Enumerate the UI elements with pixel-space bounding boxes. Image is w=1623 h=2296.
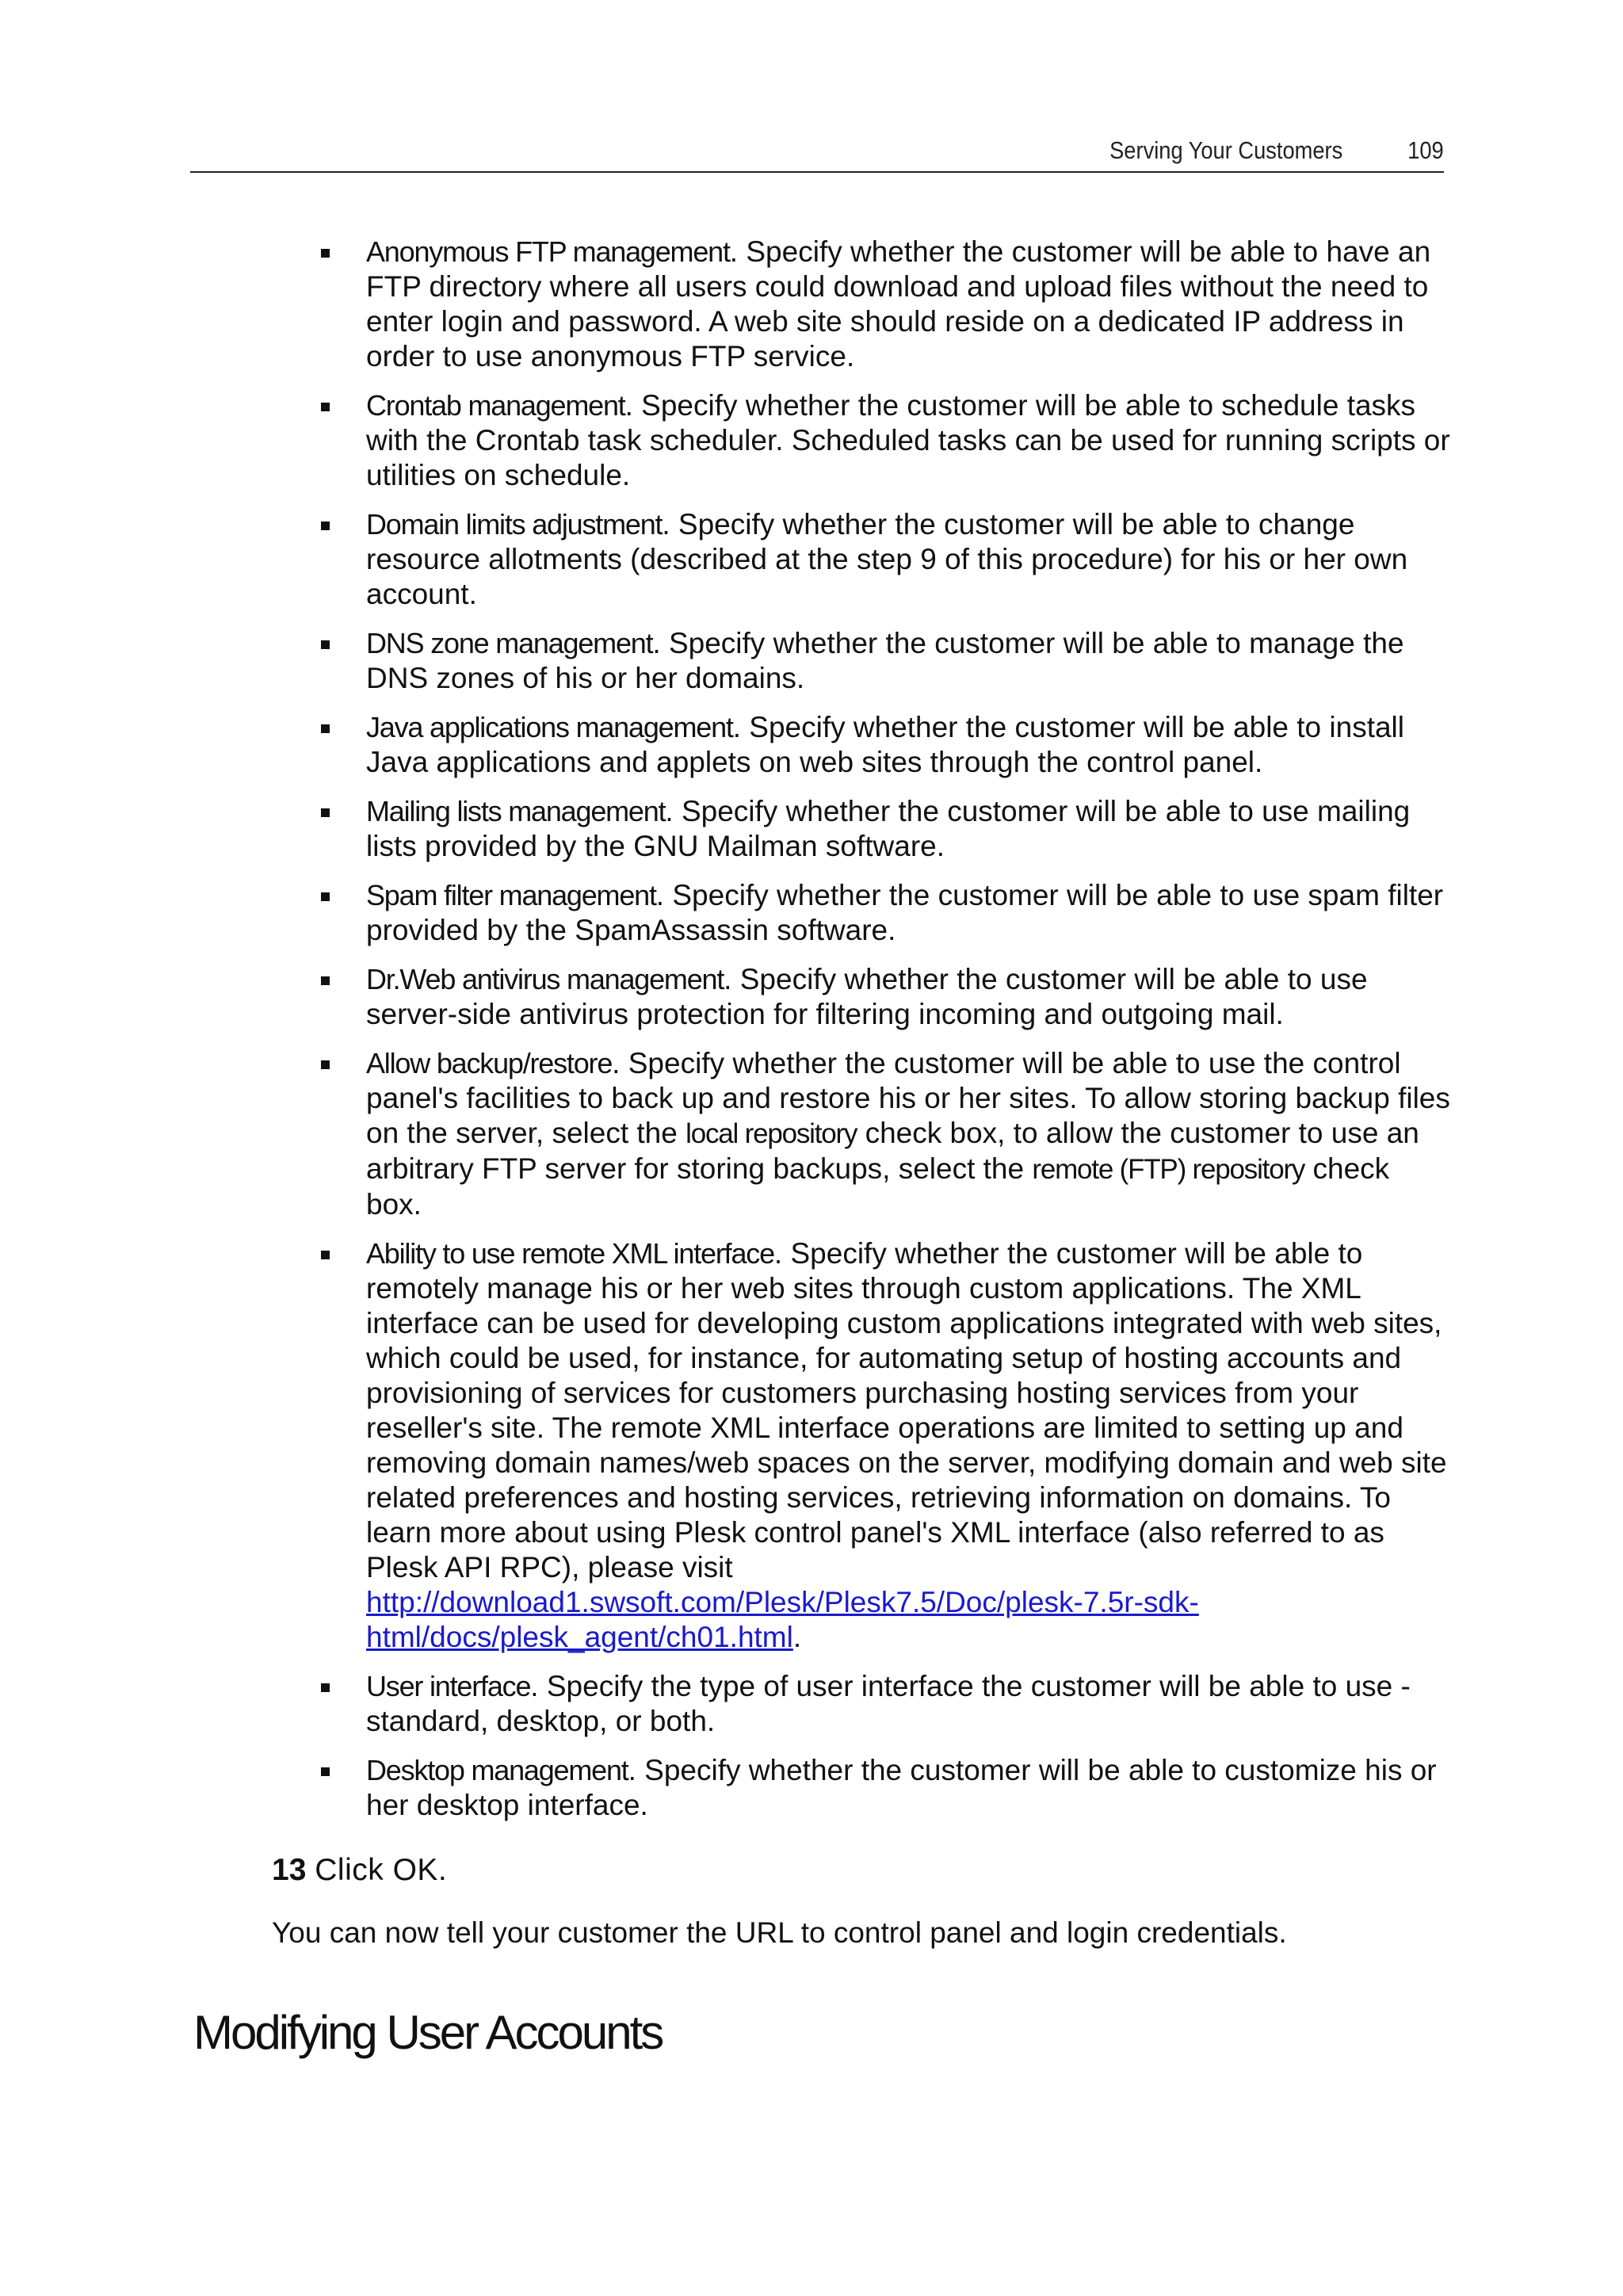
list-item: [190, 962, 1450, 1032]
list-item: [190, 388, 1450, 493]
step-13: [272, 1853, 447, 1888]
item-term: Mailing lists management: [366, 795, 666, 827]
item-term: DNS zone management: [366, 627, 653, 659]
bullet-icon: [321, 724, 330, 733]
item-term: Allow backup/restore: [366, 1047, 613, 1079]
bullet-icon: [321, 521, 330, 530]
item-text: . Specify whether the customer will be able to change resource allotments (described at the step 9 of this procedure) for his or her own account.: [366, 508, 1408, 610]
item-term: Dr.Web antivirus management: [366, 963, 724, 995]
sdk-docs-link[interactable]: http://download1.swsoft.com/Plesk/Plesk7.5/Doc/plesk-7.5r-sdk-html/docs/plesk_agent/ch01.html: [366, 1586, 1199, 1653]
bullet-icon: [321, 808, 330, 817]
bullet-icon: [321, 976, 330, 985]
item-text: . Specify the type of user interface the customer will be able to use - standard, desktop, or both.: [366, 1670, 1411, 1737]
item-term: Ability to use remote XML interface: [366, 1237, 774, 1270]
bullet-icon: [321, 640, 330, 649]
item-text: . Specify whether the customer will be able to schedule tasks with the Crontab task scheduler. Scheduled tasks can be used for running scripts or utilities on schedule.: [366, 389, 1450, 491]
item-term: Desktop management: [366, 1754, 628, 1786]
item-text: . Specify whether the customer will be able to customize his or her desktop interface.: [366, 1754, 1437, 1821]
page-header: [190, 133, 1444, 173]
item-term: User interface: [366, 1670, 531, 1702]
inline-label-remote-repository: remote (FTP) repository: [1032, 1154, 1305, 1185]
item-text: . Specify whether the customer will be able to use mailing lists provided by the GNU Mailman software.: [366, 795, 1411, 862]
list-item: [190, 507, 1450, 612]
list-item: [190, 1669, 1450, 1739]
item-text: . Specify whether the customer will be able to manage the DNS zones of his or her domains.: [366, 627, 1404, 694]
item-term: Domain limits adjustment: [366, 508, 663, 541]
list-item: [190, 878, 1450, 948]
section-heading: Modifying User Accounts: [193, 2006, 663, 2059]
item-term: Anonymous FTP management: [366, 235, 730, 268]
bullet-icon: [321, 1251, 330, 1259]
list-item: [190, 1046, 1450, 1222]
item-text: .: [792, 1621, 802, 1653]
item-text: . Specify whether the customer will be able to install Java applications and applets on web sites through the control panel.: [366, 711, 1404, 778]
bullet-icon: [321, 1683, 330, 1692]
header-section-title: Serving Your Customers: [1109, 136, 1342, 164]
item-text: check box.: [366, 1152, 1390, 1221]
item-text: . Specify whether the customer will be able to use server-side antivirus protection for filtering incoming and outgoing mail.: [366, 963, 1368, 1030]
item-text: . Specify whether the customer will be able to remotely manage his or her web sites through custom applications. The XML interface can be used for developing custom applications integrated with web sites, which could be used, for instance, for automating setup of hosting accounts and provisioning of services for customers purchasing hosting services from your reseller's site. The remote XML interface operations are limited to setting up and removing domain names/web spaces on the server, modifying domain and web site related preferences and hosting services, retrieving information on domains. To learn more about using Plesk control panel's XML interface (also referred to as Plesk API RPC), please visit: [366, 1237, 1447, 1584]
inline-label-local-repository: local repository: [685, 1118, 857, 1149]
list-item: [190, 1236, 1450, 1655]
list-item: [190, 626, 1450, 696]
item-text: . Specify whether the customer will be able to have an FTP directory where all users could download and upload files without the need to enter login and password. A web site should reside on a dedicated IP address in order to use anonymous FTP service.: [366, 235, 1431, 372]
item-text: . Specify whether the customer will be able to use spam filter provided by the SpamAssassin software.: [366, 879, 1444, 946]
bullet-icon: [321, 892, 330, 901]
permissions-list: [190, 235, 1450, 1837]
list-item: [190, 235, 1450, 374]
bullet-icon: [321, 403, 330, 411]
item-term: Spam filter management: [366, 879, 656, 911]
bullet-icon: [321, 249, 330, 258]
list-item: [190, 1753, 1450, 1823]
page-number: 109: [1407, 136, 1444, 164]
item-term: Crontab management: [366, 389, 625, 422]
item-text: check box, to allow the customer to use an arbitrary FTP server for storing backups, select the: [366, 1117, 1419, 1185]
list-item: [190, 794, 1450, 864]
item-text: . Specify whether the customer will be able to use the control panel's facilities to back up and restore his or her sites. To allow storing backup files on the server, select the: [366, 1047, 1450, 1149]
item-term: Java applications management: [366, 711, 733, 743]
step-label: Click OK.: [315, 1853, 448, 1887]
list-item: [190, 710, 1450, 780]
step-number: 13: [272, 1853, 307, 1887]
body-paragraph: You can now tell your customer the URL to control panel and login credentials.: [272, 1916, 1287, 1949]
bullet-icon: [321, 1767, 330, 1776]
bullet-icon: [321, 1060, 330, 1069]
